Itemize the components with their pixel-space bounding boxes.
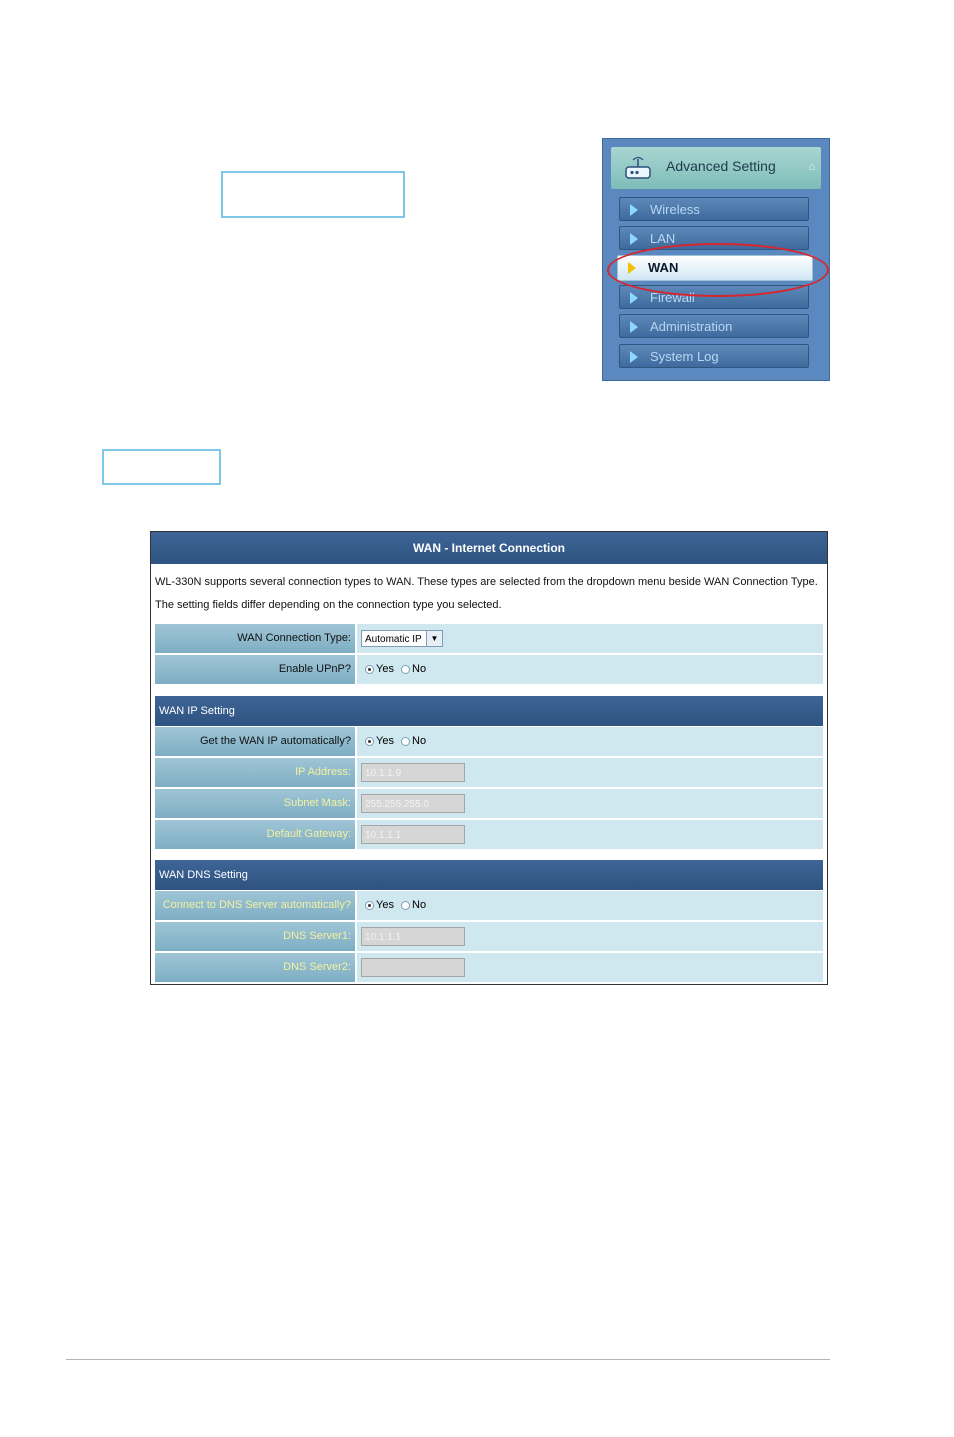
- arrow-icon: [630, 321, 638, 333]
- dns2-field[interactable]: [361, 958, 465, 977]
- home-icon[interactable]: ⌂: [808, 161, 815, 173]
- wan-highlight-circle: [607, 243, 829, 297]
- dns1-field[interactable]: 10.1.1.1: [361, 927, 465, 946]
- dns1-row: [155, 922, 823, 953]
- connection-table: [155, 624, 823, 686]
- menu-item-system-log[interactable]: [619, 344, 809, 368]
- menu-item-label: WAN: [648, 260, 679, 275]
- subnet-row: [155, 789, 823, 820]
- panel-description: WL-330N supports several connection types to WAN. These types are selected from the dropdown menu beside WAN Connection Type. The setting fields differ depending on the connection type you selected.: [155, 576, 818, 611]
- callout-box-top: [221, 171, 405, 218]
- auto-ip-no-label: No: [412, 735, 427, 747]
- connection-type-label: WAN Connection Type:: [155, 624, 355, 653]
- auto-ip-no-radio[interactable]: [401, 737, 410, 746]
- auto-ip-row: [155, 727, 823, 758]
- menu-item-wireless[interactable]: [619, 197, 809, 221]
- menu-item-label: Firewall: [650, 290, 695, 305]
- ip-address-label: IP Address:: [155, 758, 355, 787]
- upnp-row: [155, 655, 823, 686]
- footer-divider: [66, 1359, 830, 1360]
- upnp-label: Enable UPnP?: [155, 655, 355, 684]
- subnet-label: Subnet Mask:: [155, 789, 355, 818]
- dns-auto-no-label: No: [412, 899, 427, 911]
- gateway-row: [155, 820, 823, 851]
- subnet-field[interactable]: 255.255.255.0: [361, 794, 465, 813]
- ip-address-row: [155, 758, 823, 789]
- dns1-label: DNS Server1:: [155, 922, 355, 951]
- wan-ip-section-header: WAN IP Setting: [155, 696, 823, 727]
- connection-type-value: Automatic IP: [365, 633, 422, 645]
- wan-dns-section-header: WAN DNS Setting: [155, 860, 823, 891]
- auto-ip-label: Get the WAN IP automatically?: [155, 727, 355, 756]
- connection-type-select[interactable]: [361, 630, 443, 647]
- router-icon: [623, 155, 653, 181]
- wan-ip-table: [155, 696, 823, 851]
- auto-ip-yes-radio[interactable]: [365, 737, 374, 746]
- menu-title: Advanced Setting: [666, 158, 776, 174]
- menu-item-label: System Log: [650, 349, 719, 364]
- arrow-icon: [630, 292, 638, 304]
- arrow-icon: [630, 351, 638, 363]
- upnp-no-radio[interactable]: [401, 665, 410, 674]
- upnp-yes-radio[interactable]: [365, 665, 374, 674]
- gateway-label: Default Gateway:: [155, 820, 355, 849]
- arrow-icon: [630, 204, 638, 216]
- upnp-no-label: No: [412, 663, 427, 675]
- upnp-yes-label: Yes: [376, 663, 394, 675]
- menu-item-label: Wireless: [650, 202, 700, 217]
- menu-item-label: Administration: [650, 319, 733, 334]
- dns-auto-no-radio[interactable]: [401, 901, 410, 910]
- wan-internet-connection-panel: [150, 531, 828, 985]
- panel-title: WAN - Internet Connection: [151, 532, 827, 564]
- gateway-field[interactable]: 10.1.1.1: [361, 825, 465, 844]
- dns-auto-label: Connect to DNS Server automatically?: [155, 891, 355, 920]
- connection-type-row: [155, 624, 823, 655]
- menu-header: [611, 147, 821, 189]
- ip-address-field[interactable]: 10.1.1.9: [361, 763, 465, 782]
- menu-item-label: LAN: [650, 231, 676, 246]
- arrow-icon: [630, 233, 638, 245]
- callout-box-left: [102, 449, 221, 485]
- wan-dns-table: [155, 860, 823, 984]
- menu-item-administration[interactable]: [619, 314, 809, 338]
- dns-auto-yes-radio[interactable]: [365, 901, 374, 910]
- auto-ip-yes-label: Yes: [376, 735, 394, 747]
- dns2-label: DNS Server2:: [155, 953, 355, 982]
- chevron-down-icon: ▼: [426, 631, 442, 646]
- dns-auto-row: [155, 891, 823, 922]
- dns2-row: [155, 953, 823, 984]
- dns-auto-yes-label: Yes: [376, 899, 394, 911]
